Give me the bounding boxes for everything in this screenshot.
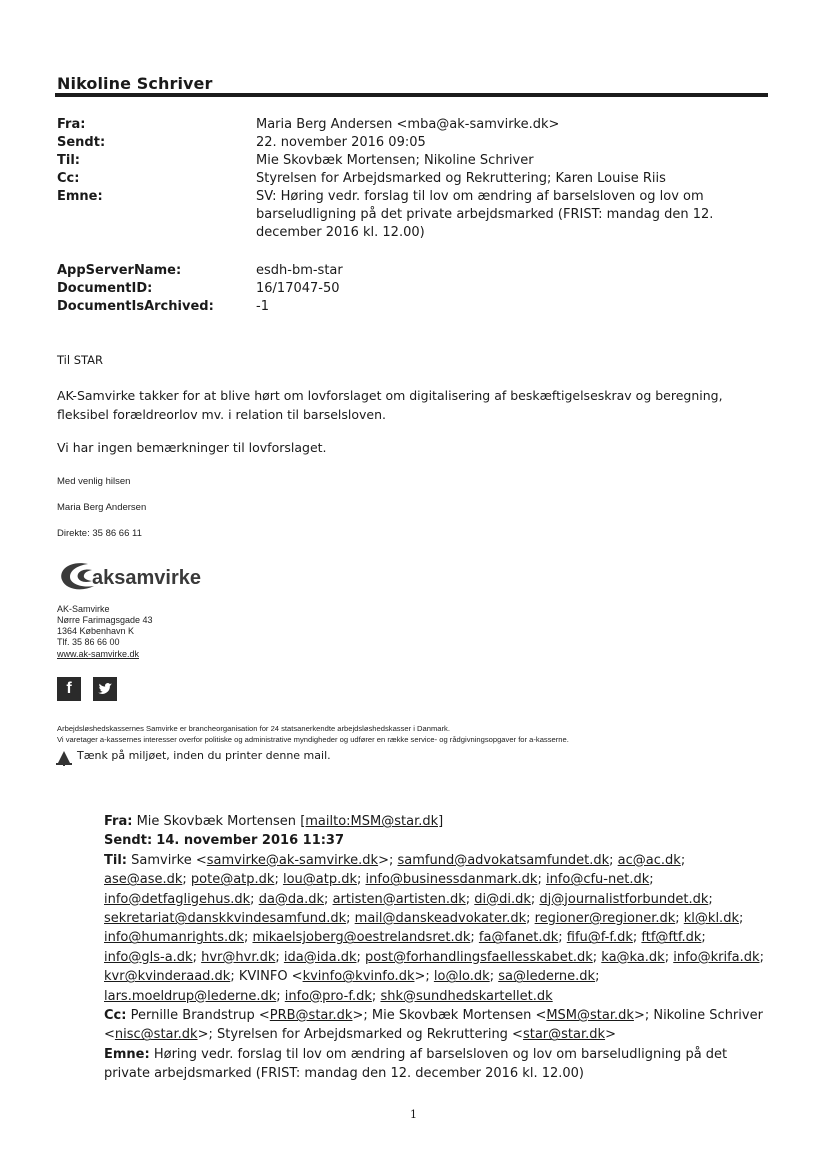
- fwd-sendt-label: Sendt:: [104, 833, 153, 849]
- til-recipient-email-link[interactable]: info@detfagligehus.dk: [104, 891, 251, 907]
- fra-value[interactable]: Maria Berg Andersen <mba@ak-samvirke.dk>: [256, 117, 560, 132]
- fwd-fra-line: [104, 812, 764, 831]
- til-recipient-email-link[interactable]: samvirke@ak-samvirke.dk: [206, 852, 379, 868]
- cc-recipient-email-link[interactable]: PRB@star.dk: [269, 1008, 353, 1024]
- til-recipient-email-link[interactable]: info@gls-a.dk: [104, 949, 193, 965]
- til-recipient-separator: >;: [378, 852, 398, 868]
- cc-recipient-separator: >;: [197, 1027, 217, 1043]
- til-recipient-email-link[interactable]: info@cfu-net.dk: [545, 872, 650, 888]
- address-org: AK-Samvirke: [57, 604, 110, 614]
- fra-label: Fra:: [57, 117, 86, 132]
- til-recipient-email-link[interactable]: info@pro-f.dk: [284, 988, 372, 1004]
- til-recipient-email-link[interactable]: lou@atp.dk: [282, 872, 357, 888]
- appserver-value: esdh-bm-star: [256, 263, 343, 278]
- cc-recipient-name: Pernille Brandstrup <: [130, 1008, 270, 1024]
- til-recipient-separator: ;: [649, 872, 654, 888]
- til-recipient-email-link[interactable]: samfund@advokatsamfundet.dk: [397, 852, 610, 868]
- til-recipient-email-link[interactable]: ac@ac.dk: [617, 852, 681, 868]
- til-recipient-email-link[interactable]: ftf@ftf.dk: [641, 930, 702, 946]
- til-recipient-email-link[interactable]: ase@ase.dk: [104, 872, 183, 888]
- til-recipient-separator: ;: [357, 872, 366, 888]
- cc-recipient-name: Nikoline Schriver <: [104, 1008, 763, 1043]
- til-recipient-separator: ;: [530, 891, 540, 907]
- til-recipient-email-link[interactable]: dj@journalistforbundet.dk: [539, 891, 709, 907]
- til-recipient-separator: ;: [592, 949, 602, 965]
- cc-recipient-email-link[interactable]: nisc@star.dk: [114, 1027, 198, 1043]
- header-divider: [55, 93, 768, 97]
- forwarded-header: [104, 812, 764, 1084]
- logo-swoosh-inner: [78, 570, 92, 582]
- emne-label: Emne:: [57, 189, 103, 204]
- fwd-sendt-line: [104, 831, 764, 850]
- address-phone: Tlf. 35 86 66 00: [57, 637, 120, 647]
- til-recipient-email-link[interactable]: info@humanrights.dk: [104, 930, 244, 946]
- til-recipient-email-link[interactable]: kvinfo@kvinfo.dk: [302, 969, 415, 985]
- documentid-label: DocumentID:: [57, 281, 153, 296]
- til-recipient-email-link[interactable]: shk@sundhedskartellet.dk: [380, 988, 553, 1004]
- address-street: Nørre Farimagsgade 43: [57, 615, 153, 625]
- til-recipient-separator: ;: [276, 988, 285, 1004]
- til-recipient-separator: ;: [675, 911, 684, 927]
- cc-recipient-name: Styrelsen for Arbejdsmarked og Rekruttering <: [216, 1027, 523, 1043]
- til-recipient-separator: ;: [371, 988, 381, 1004]
- cc-value[interactable]: Styrelsen for Arbejdsmarked og Rekruttering; Karen Louise Riis: [256, 171, 666, 186]
- til-recipient-email-link[interactable]: kl@kl.dk: [683, 911, 739, 927]
- til-recipient-separator: >;: [414, 969, 434, 985]
- til-recipient-separator: ;: [759, 949, 764, 965]
- fwd-fra-name: Mie Skovbæk Mortensen: [136, 814, 297, 829]
- til-recipient-separator: ;: [537, 872, 546, 888]
- closing: Med venlig hilsen: [57, 476, 131, 487]
- til-recipient-separator: ;: [182, 872, 191, 888]
- documentid-value: 16/17047-50: [256, 281, 340, 296]
- environment-notice: Tænk på miljøet, inden du printer denne mail.: [77, 749, 331, 762]
- til-recipient-separator: ;: [526, 911, 535, 927]
- cc-recipient-email-link[interactable]: star@star.dk: [522, 1027, 606, 1043]
- til-recipient-separator: ;: [701, 930, 706, 946]
- til-value[interactable]: Mie Skovbæk Mortensen; Nikoline Schriver: [256, 153, 534, 168]
- til-recipient-separator: ;: [609, 852, 618, 868]
- fwd-fra-mailto-link[interactable]: [mailto:MSM@star.dk]: [300, 814, 444, 829]
- fwd-til-label: Til:: [104, 852, 127, 868]
- til-recipient-email-link[interactable]: da@da.dk: [258, 891, 325, 907]
- aksamvirke-logo: [56, 558, 236, 594]
- til-recipient-name: KVINFO <: [238, 969, 303, 985]
- body-paragraph-2: Vi har ingen bemærkninger til lovforslaget.: [57, 440, 327, 455]
- til-recipient-email-link[interactable]: ida@ida.dk: [283, 949, 357, 965]
- til-recipient-email-link[interactable]: artisten@artisten.dk: [332, 891, 466, 907]
- twitter-icon[interactable]: [93, 677, 117, 701]
- archived-value: -1: [256, 299, 269, 314]
- fwd-emne-value: Høring vedr. forslag til lov om ændring af barselsloven og lov om barseludligning på det private arbejdsmarked (FRIST: mandag den 12. december 2016 kl. 12.00): [104, 1046, 728, 1082]
- til-recipient-email-link[interactable]: mikaelsjoberg@oestrelandsret.dk: [252, 930, 471, 946]
- appserver-label: AppServerName:: [57, 263, 182, 278]
- cc-label: Cc:: [57, 171, 80, 186]
- til-recipient-separator: ;: [632, 930, 642, 946]
- til-recipient-email-link[interactable]: fifu@f-f.dk: [566, 930, 633, 946]
- til-recipient-email-link[interactable]: sa@lederne.dk: [498, 969, 596, 985]
- disclaimer-line-2: Vi varetager a-kassernes interesser overfor politiske og administrative myndigheder og udfører en række service- og rådgivningsopgaver for a-kasserne.: [57, 735, 569, 744]
- til-recipient-email-link[interactable]: di@di.dk: [474, 891, 531, 907]
- page-number: 1: [410, 1108, 417, 1121]
- twitter-bird-icon: [93, 677, 117, 701]
- til-recipient-email-link[interactable]: lars.moeldrup@lederne.dk: [104, 988, 277, 1004]
- til-recipient-separator: ;: [558, 930, 567, 946]
- til-recipient-email-link[interactable]: lo@lo.dk: [433, 969, 490, 985]
- til-recipient-separator: ;: [324, 891, 333, 907]
- archived-label: DocumentIsArchived:: [57, 299, 214, 314]
- cc-recipient-separator: >: [605, 1027, 616, 1043]
- til-recipient-email-link[interactable]: mail@danskeadvokater.dk: [354, 911, 527, 927]
- til-recipient-email-link[interactable]: pote@atp.dk: [190, 872, 275, 888]
- til-recipient-email-link[interactable]: fa@fanet.dk: [478, 930, 559, 946]
- emne-value: SV: Høring vedr. forslag til lov om ændring af barselsloven og lov om barseludligning på det private arbejdsmarked (FRIST: mandag den 12. december 2016 kl. 12.00): [256, 189, 714, 240]
- til-recipient-separator: ;: [680, 852, 686, 868]
- til-recipient-separator: ;: [275, 949, 284, 965]
- til-recipient-separator: ;: [738, 911, 744, 927]
- fwd-cc-line: [104, 1006, 764, 1045]
- til-recipient-separator: ;: [470, 930, 479, 946]
- logo-text: aksamvirke: [92, 567, 201, 589]
- til-recipient-email-link[interactable]: kvr@kvinderaad.dk: [104, 969, 231, 985]
- fwd-emne-label: Emne:: [104, 1046, 150, 1062]
- address-city: 1364 København K: [57, 626, 135, 636]
- cc-recipient-separator: >;: [352, 1008, 372, 1024]
- til-recipient-email-link[interactable]: info@businessdanmark.dk: [365, 872, 538, 888]
- til-recipient-email-link[interactable]: post@forhandlingsfaellesskabet.dk: [365, 949, 593, 965]
- til-recipient-separator: ;: [192, 949, 202, 965]
- cc-recipient-separator: >;: [633, 1008, 654, 1024]
- til-recipient-separator: ;: [230, 969, 239, 985]
- greeting: Til STAR: [57, 353, 104, 367]
- cc-recipient-name: Mie Skovbæk Mortensen <: [371, 1008, 547, 1024]
- til-recipient-separator: ;: [356, 949, 365, 965]
- til-recipient-name: Samvirke <: [131, 852, 207, 868]
- fwd-fra-label: Fra:: [104, 814, 133, 829]
- til-recipient-email-link[interactable]: regioner@regioner.dk: [534, 911, 676, 927]
- til-recipient-separator: ;: [595, 969, 600, 985]
- direct-phone: Direkte: 35 86 66 11: [57, 528, 142, 539]
- til-recipient-separator: ;: [274, 872, 283, 888]
- til-recipient-separator: ;: [708, 891, 713, 907]
- body-paragraph-1: AK-Samvirke takker for at blive hørt om lovforslaget om digitalisering af beskæftigelseskrav og beregning, fleksibel forældreorlov mv. i relation til barselsloven.: [57, 388, 723, 422]
- til-recipient-email-link[interactable]: info@krifa.dk: [673, 949, 760, 965]
- til-recipient-email-link[interactable]: hvr@hvr.dk: [201, 949, 276, 965]
- address-web-link[interactable]: www.ak-samvirke.dk: [57, 649, 140, 659]
- fwd-sendt-value: 14. november 2016 11:37: [156, 833, 345, 849]
- page-title: Nikoline Schriver: [57, 74, 213, 93]
- til-recipient-email-link[interactable]: ka@ka.dk: [601, 949, 665, 965]
- til-recipient-separator: ;: [346, 911, 355, 927]
- til-recipient-separator: ;: [664, 949, 674, 965]
- sendt-value: 22. november 2016 09:05: [256, 135, 426, 150]
- signature-name: Maria Berg Andersen: [57, 502, 147, 513]
- til-recipient-separator: ;: [250, 891, 259, 907]
- fwd-emne-line: [104, 1045, 764, 1084]
- disclaimer-line-1: Arbejdsløshedskassernes Samvirke er brancheorganisation for 24 statsanerkendte arbejdsløshedskasser i Danmark.: [57, 724, 450, 733]
- til-label: Til:: [57, 153, 80, 168]
- sendt-label: Sendt:: [57, 135, 106, 150]
- cc-recipient-email-link[interactable]: MSM@star.dk: [546, 1008, 634, 1024]
- til-recipient-separator: ;: [489, 969, 499, 985]
- fwd-til-line: [104, 851, 764, 1006]
- facebook-icon[interactable]: f: [57, 677, 81, 701]
- fwd-cc-label: Cc:: [104, 1008, 127, 1024]
- til-recipient-email-link[interactable]: sekretariat@danskkvindesamfund.dk: [104, 911, 347, 927]
- tree-environment-icon: [54, 748, 74, 766]
- til-recipient-separator: ;: [243, 930, 253, 946]
- til-recipient-separator: ;: [465, 891, 475, 907]
- logo-swoosh-outer: [61, 563, 94, 589]
